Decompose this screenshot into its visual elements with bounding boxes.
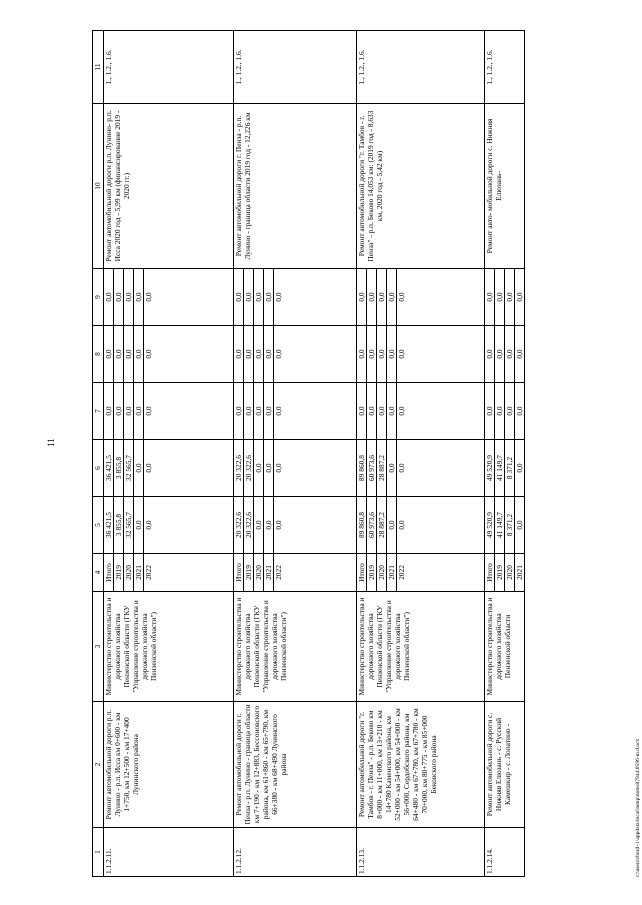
amount-cell: 0,0: [254, 326, 264, 383]
amount-cell: 0,0: [264, 497, 274, 554]
amount-cell: 0,0: [134, 269, 144, 326]
amount-cell: 0,0: [377, 269, 387, 326]
amount-cell: 0,0: [397, 440, 485, 497]
amount-cell: 8 371,2: [505, 440, 515, 497]
amount-cell: 20 322,6: [234, 497, 244, 554]
year-cell: 2019: [495, 554, 505, 592]
amount-cell: 0,0: [397, 269, 485, 326]
amount-cell: 41 149,7: [495, 440, 505, 497]
header-cell: 11: [93, 31, 104, 104]
amount-cell: 41 149,7: [495, 497, 505, 554]
amount-cell: 0,0: [485, 326, 495, 383]
amount-cell: 0,0: [234, 383, 244, 440]
amount-cell: 28 887,2: [377, 440, 387, 497]
program-table: [92, 30, 525, 877]
amount-cell: 0,0: [357, 269, 367, 326]
amount-cell: 20 322,6: [244, 440, 254, 497]
header-cell: 3: [93, 592, 104, 702]
amount-cell: 3 855,8: [114, 440, 124, 497]
table-row: [104, 31, 114, 877]
amount-cell: 0,0: [234, 269, 244, 326]
amount-cell: 0,0: [234, 326, 244, 383]
header-cell: 2: [93, 702, 104, 828]
amount-cell: 0,0: [254, 440, 264, 497]
header-cell: 6: [93, 440, 104, 497]
amount-cell: 0,0: [124, 383, 134, 440]
amount-cell: 0,0: [104, 326, 114, 383]
row-number-cell: 1.1.2.11.: [104, 828, 234, 877]
amount-cell: 0,0: [387, 497, 397, 554]
year-cell: 2021: [515, 554, 525, 592]
amount-cell: 49 520,9: [485, 497, 495, 554]
event-name-cell: Ремонт автомобильной дороги р.п. Лунино - р.п. Исса км 0+600 - км 1+750, км 12+500 - км 17+400 Лунинского района: [104, 702, 234, 828]
column-numbers-row: [93, 31, 104, 877]
amount-cell: 0,0: [114, 269, 124, 326]
link-cell: 1., 1.2., 1.6.: [104, 31, 234, 104]
executor-cell: Министерство строительства и дорожного хозяйства Пензенской области: [485, 592, 525, 702]
table-row: [357, 31, 367, 877]
amount-cell: 0,0: [264, 440, 274, 497]
table-row: [234, 31, 244, 877]
amount-cell: 8 371,2: [505, 497, 515, 554]
amount-cell: 3 855,8: [114, 497, 124, 554]
amount-cell: 0,0: [134, 383, 144, 440]
header-cell: 5: [93, 497, 104, 554]
row-number-cell: 1.1.2.13.: [357, 828, 485, 877]
amount-cell: 0,0: [505, 383, 515, 440]
amount-cell: 0,0: [144, 269, 234, 326]
result-cell: Ремонт автомобильной дороги р.п. Лунино- р.п. Исса 2020 год - 5,99 км (финансирование 2019 - 2020 гг.): [104, 104, 234, 269]
executor-cell: Министерство строительства и дорожного хозяйства Пензенской области (ГКУ "Управление строительства и дорожного хозяйства Пензенской области"): [104, 592, 234, 702]
amount-cell: 0,0: [244, 269, 254, 326]
table-row: [485, 31, 495, 877]
amount-cell: 0,0: [124, 326, 134, 383]
amount-cell: 0,0: [485, 269, 495, 326]
amount-cell: 0,0: [387, 383, 397, 440]
amount-cell: 32 565,7: [124, 440, 134, 497]
amount-cell: 0,0: [274, 326, 357, 383]
header-cell: 4: [93, 554, 104, 592]
amount-cell: 0,0: [397, 383, 485, 440]
executor-cell: Министерство строительства и дорожного хозяйства Пензенской области (ГКУ "Управление строительства и дорожного хозяйства Пензенской области"): [357, 592, 485, 702]
amount-cell: 0,0: [367, 383, 377, 440]
amount-cell: 0,0: [377, 383, 387, 440]
amount-cell: 0,0: [264, 326, 274, 383]
amount-cell: 28 887,2: [377, 497, 387, 554]
amount-cell: 0,0: [274, 497, 357, 554]
amount-cell: 0,0: [397, 326, 485, 383]
amount-cell: 0,0: [495, 383, 505, 440]
amount-cell: 0,0: [104, 269, 114, 326]
amount-cell: 0,0: [387, 269, 397, 326]
link-cell: 1., 1.2., 1.6.: [357, 31, 485, 104]
result-cell: Ремонт автомобильной дороги г. Пенза - р.п. Лунино - граница области 2019 год - 12,226 км: [234, 104, 357, 269]
amount-cell: 0,0: [515, 326, 525, 383]
amount-cell: 0,0: [114, 326, 124, 383]
amount-cell: 0,0: [495, 269, 505, 326]
header-cell: 9: [93, 269, 104, 326]
amount-cell: 0,0: [244, 326, 254, 383]
amount-cell: 0,0: [387, 326, 397, 383]
amount-cell: 0,0: [264, 383, 274, 440]
year-cell: Итого: [357, 554, 367, 592]
amount-cell: 32 565,7: [124, 497, 134, 554]
amount-cell: 36 421,5: [104, 440, 114, 497]
amount-cell: 60 973,6: [367, 497, 377, 554]
amount-cell: 0,0: [104, 383, 114, 440]
rotated-page: [92, 31, 641, 877]
amount-cell: 0,0: [134, 497, 144, 554]
amount-cell: 0,0: [515, 440, 525, 497]
amount-cell: 0,0: [495, 326, 505, 383]
amount-cell: 0,0: [134, 440, 144, 497]
amount-cell: 89 860,8: [357, 497, 367, 554]
year-cell: 2020: [124, 554, 134, 592]
amount-cell: 0,0: [485, 383, 495, 440]
amount-cell: 60 973,6: [367, 440, 377, 497]
amount-cell: 0,0: [114, 383, 124, 440]
amount-cell: 0,0: [244, 383, 254, 440]
amount-cell: 0,0: [254, 383, 264, 440]
amount-cell: 0,0: [505, 326, 515, 383]
amount-cell: 0,0: [515, 269, 525, 326]
year-cell: 2022: [144, 554, 234, 592]
year-cell: 2022: [397, 554, 485, 592]
amount-cell: 49 520,9: [485, 440, 495, 497]
amount-cell: 0,0: [367, 326, 377, 383]
row-number-cell: 1.1.2.12.: [234, 828, 357, 877]
amount-cell: 0,0: [144, 326, 234, 383]
year-cell: 2021: [387, 554, 397, 592]
row-number-cell: 1.1.2.14.: [485, 828, 525, 877]
year-cell: 2021: [264, 554, 274, 592]
amount-cell: 0,0: [124, 269, 134, 326]
amount-cell: 0,0: [357, 383, 367, 440]
year-cell: 2020: [377, 554, 387, 592]
amount-cell: 0,0: [274, 269, 357, 326]
amount-cell: 0,0: [134, 326, 144, 383]
header-cell: 7: [93, 383, 104, 440]
year-cell: 2019: [114, 554, 124, 592]
link-cell: 1., 1.2., 1.6.: [485, 31, 525, 104]
amount-cell: 0,0: [377, 326, 387, 383]
amount-cell: 0,0: [274, 440, 357, 497]
event-name-cell: Ремонт автомобильной дороги с. Нижняя Елюзань - с. Русский Камешкир - с. Лопатино -: [485, 702, 525, 828]
page-number: 11: [46, 438, 56, 447]
amount-cell: 89 860,8: [357, 440, 367, 497]
amount-cell: 0,0: [397, 497, 485, 554]
header-cell: 10: [93, 104, 104, 269]
amount-cell: 0,0: [274, 383, 357, 440]
amount-cell: 0,0: [357, 326, 367, 383]
result-cell: Ремонт автомобильной дороги "г. Тамбов - г. Пенза" - р.п. Беково 14,053 км: (2019 год - 8,633 км, 2020 год - 5,42 км): [357, 104, 485, 269]
year-cell: Итого: [234, 554, 244, 592]
header-cell: 8: [93, 326, 104, 383]
amount-cell: 0,0: [515, 383, 525, 440]
amount-cell: 0,0: [505, 269, 515, 326]
link-cell: 1., 1.2., 1.6.: [234, 31, 357, 104]
amount-cell: 0,0: [144, 440, 234, 497]
amount-cell: 0,0: [254, 269, 264, 326]
event-name-cell: Ремонт автомобильной дороги "г. Тамбов - г. Пенза" - р.п. Беково км 8+000 - км 11+000, км 13+210 - км 14+780 Каменского района, км 52+000 - км 54+000, км 54+000 - км 56+000, Сердобского района, км 64+480 - км 67+780, км 67+780 - км 70+000, км 80+775 - км 85+000 Бековского района: [357, 702, 485, 828]
year-cell: 2021: [134, 554, 144, 592]
amount-cell: 0,0: [387, 440, 397, 497]
amount-cell: 20 322,6: [244, 497, 254, 554]
result-cell: Ремонт авто- мобильной дороги с. Нижняя Елюзань-: [485, 104, 525, 269]
amount-cell: 0,0: [144, 383, 234, 440]
amount-cell: 20 322,6: [234, 440, 244, 497]
file-path-footer: c:\users\rbord~1\appdata\local\temp\notes87944\0596-ш.d.ocx: [635, 738, 641, 877]
year-cell: 2019: [244, 554, 254, 592]
year-cell: 2020: [254, 554, 264, 592]
year-cell: 2019: [367, 554, 377, 592]
amount-cell: 0,0: [515, 497, 525, 554]
amount-cell: 0,0: [254, 497, 264, 554]
year-cell: Итого: [485, 554, 495, 592]
amount-cell: 0,0: [367, 269, 377, 326]
year-cell: 2022: [274, 554, 357, 592]
year-cell: Итого: [104, 554, 114, 592]
event-name-cell: Ремонт автомобильной дороги г. Пенза - р.п. Лунино - граница области км 7+190 - км 12+883, Бессоновского района, км 61+860 - км 65+790, км 66+380 - км 68+490 Лунинского района: [234, 702, 357, 828]
amount-cell: 0,0: [264, 269, 274, 326]
year-cell: 2020: [505, 554, 515, 592]
executor-cell: Министерство строительства и дорожного хозяйства Пензенской области (ГКУ "Управление строительства и дорожного хозяйства Пензенской области"): [234, 592, 357, 702]
amount-cell: 36 421,5: [104, 497, 114, 554]
header-cell: 1: [93, 828, 104, 877]
amount-cell: 0,0: [144, 497, 234, 554]
